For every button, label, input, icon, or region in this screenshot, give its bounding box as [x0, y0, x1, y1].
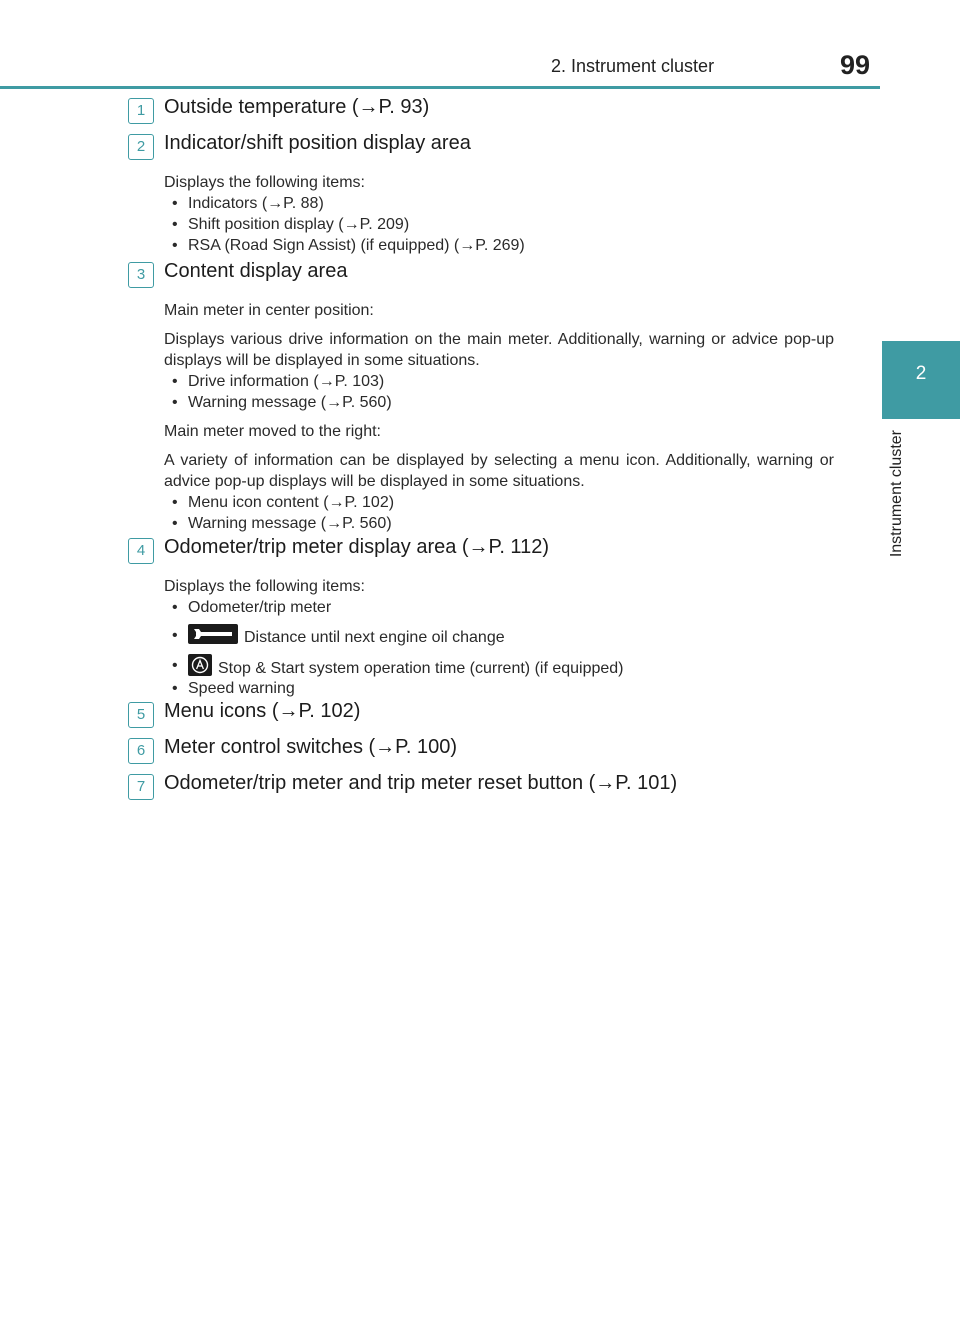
subsection-heading: Main meter in center position:: [164, 302, 374, 319]
item-number-badge: 7: [128, 774, 154, 800]
chapter-tab: [882, 341, 960, 419]
item-title: Outside temperature (→P. 93): [164, 96, 430, 118]
item-intro: Displays the following items:: [164, 578, 365, 595]
subsection-text: A variety of information can be displayed by selecting a menu icon. Additionally, warning or advice pop-up displays will be displayed in some situations.: [164, 452, 834, 490]
bullet-item: • Odometer/trip meter: [164, 597, 834, 618]
item-title: Indicator/shift position display area: [164, 132, 471, 154]
item-number-badge: 6: [128, 738, 154, 764]
bullet-item: • Indicators (→P. 88): [164, 193, 834, 214]
page-number: 99: [840, 50, 871, 80]
item-title: Content display area: [164, 260, 348, 282]
bullet-item: • Drive information (→P. 103): [164, 371, 834, 392]
wrench-icon: [188, 624, 238, 652]
item-intro: Displays the following items:: [164, 174, 365, 191]
page-header: [0, 0, 960, 90]
bullet-list: [164, 597, 834, 699]
item-number-badge: 2: [128, 134, 154, 160]
item-number-badge: 4: [128, 538, 154, 564]
bullet-item: • Warning message (→P. 560): [164, 392, 834, 413]
item-number-badge: 3: [128, 262, 154, 288]
item-number-badge: 5: [128, 702, 154, 728]
item-title: Menu icons (→P. 102): [164, 700, 361, 722]
bullet-text: Stop & Start system operation time (current) (if equipped): [218, 660, 624, 678]
bullet-text: Distance until next engine oil change: [244, 629, 505, 647]
subsection-heading: Main meter moved to the right:: [164, 423, 381, 440]
header-divider: [0, 86, 880, 89]
bullet-item: • Warning message (→P. 560): [164, 513, 834, 534]
section-title: 2. Instrument cluster: [551, 56, 715, 76]
chapter-label-text: Instrument cluster: [888, 430, 905, 558]
bullet-item: • Shift position display (→P. 209): [164, 214, 834, 235]
item-title: Odometer/trip meter and trip meter reset button (→P. 101): [164, 772, 678, 794]
item-body: [164, 172, 834, 256]
bullet-item: [164, 624, 834, 648]
bullet-list: [164, 371, 834, 413]
bullet-list: [164, 193, 834, 256]
item-number-badge: 1: [128, 98, 154, 124]
item-title: Odometer/trip meter display area (→P. 112): [164, 536, 549, 558]
bullet-item: • RSA (Road Sign Assist) (if equipped) (→P. 269): [164, 235, 834, 256]
bullet-item: • Menu icon content (→P. 102): [164, 492, 834, 513]
chapter-number: 2: [915, 363, 927, 384]
item-body: [164, 576, 834, 699]
subsection-text: Displays various drive information on the main meter. Additionally, warning or advice pop-up displays will be displayed in some situations.: [164, 331, 834, 369]
chapter-label: [888, 430, 912, 582]
item-title: Meter control switches (→P. 100): [164, 736, 458, 758]
bullet-item: • Speed warning: [164, 678, 834, 699]
item-body: [164, 300, 834, 534]
bullet-list: [164, 492, 834, 534]
bullet-item: [164, 654, 834, 678]
